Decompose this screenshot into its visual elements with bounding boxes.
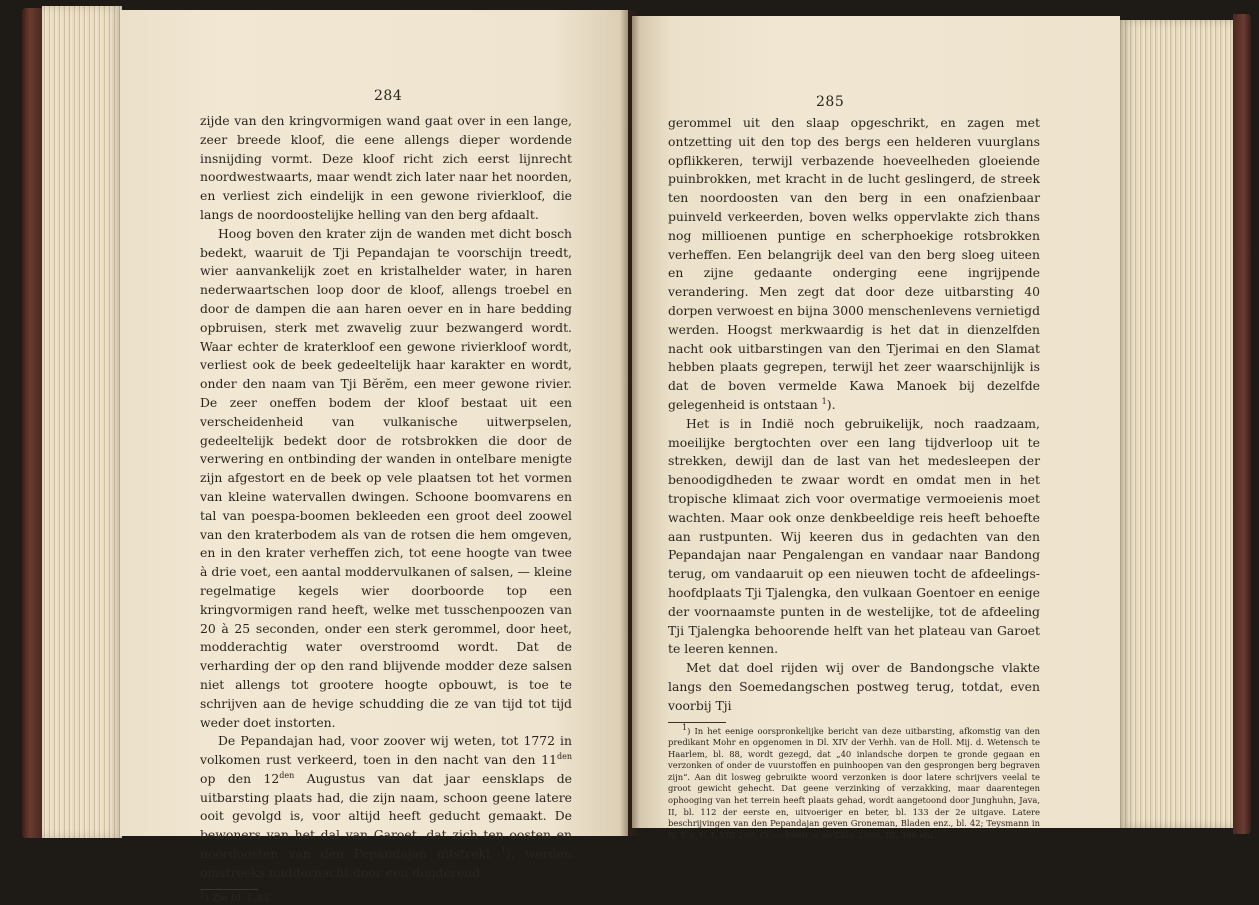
page-edges-left <box>42 6 122 838</box>
footnote <box>200 889 572 905</box>
body-text <box>200 112 572 905</box>
paragraph-text: De Pepandajan had, voor zoover wij weten, tot 1772 in volkomen rust verkeerd, toen in den nacht van den 11 <box>200 733 572 768</box>
paragraph: Hoog boven den krater zijn de wanden met dicht bosch bedekt, waaruit de Tji Pepandajan te voorschijn treedt, wier aanvankelijk zoet en kristalhelder water, in haren nederwaartschen loop door de kloof, allengs troebel en door de dampen die aan haren oever en in hare bedding opbruisen, sterk met zwavelig zuur bezwangerd wordt. Waar echter de kraterkloof een gewone rivierkloof wordt, verliest ook de beek gedeeltelijk haar karakter en wordt, onder den naam van Tji Bĕrĕm, een meer gewone rivier. De zeer oneffen bodem der kloof bestaat uit een verscheidenheid van vulkanische uitwerpselen, gedeeltelijk bedekt door de rotsbrokken die door de verwering en ontbinding der wanden in ontelbare menigte zijn afgestort en de beek op vele plaatsen tot het vormen van kleine watervallen dwingen. Schoone boomvarens en tal van poespa-boomen bekleeden een groot deel zoowel van den kraterbodem als van de rotsen die hem omgeven, en in den krater verheffen zich, tot eene hoogte van twee à drie voet, een aantal moddervulkanen of salsen, — kleine regelmatige kegels wier doorboorde top een kringvormigen rand heeft, welke met tusschenpoozen van 20 à 25 seconden, onder een sterk gerommel, door heet, modderachtig water overstroomd wordt. Dat de verharding der op den rand blijvende modder deze salsen niet allengs tot grootere hoogte opbouwt, is toe te schrijven aan de hevige schudding die ze van tijd tot tijd weder doet instorten. <box>200 225 572 730</box>
superscript: den <box>556 751 572 761</box>
book-cover-right <box>1233 14 1251 834</box>
superscript: den <box>279 770 295 780</box>
book-gutter <box>620 10 640 836</box>
paragraph-text: gerommel uit den slaap opgeschrikt, en zagen met ontzetting uit den top des bergs een helderen vuurglans opflikkeren, terwijl verbazende hoeveelheden gloeiende puinbrokken, met kracht in de lucht geslingerd, de streek ten noordoosten van den berg in een onafzienbaar puinveld verkeerden, boven welks oppervlakte zich thans nog millioenen puntige en scherphoekige rotsbrokken verheffen. Een belangrijk deel van den berg sloeg uiteen en zijne gedaante onderging eene ingrijpende verandering. Men zegt dat door deze uitbarsting 40 dorpen verwoest en bijna 3000 menschenlevens vernietigd werden. Hoogst merkwaardig is het dat in dienzelfden nacht ook uitbarstingen van den Tjerimai en den Slamat hebben plaats gegrepen, terwijl het zeer waarschijnlijk is dat de boven vermelde Kawa Manoek bij dezelfde gelegenheid is ontstaan <box>668 115 1040 412</box>
paragraph: Het is in Indië noch gebruikelijk, noch raadzaam, moeilijke bergtochten over een lang tijdverloop uit te strekken, dewijl dan de last van het medesleepen der benoodigdheden te zwaar wordt en omdat men in het tropische klimaat zich voor overmatige vermoeienis moet wachten. Maar ook onze denkbeeldige reis heeft behoefte aan rustpunten. Wij keeren dus in gedachten van den Pepandajan naar Pengalengan en vandaar naar Bandong terug, om vandaaruit op een nieuwen tocht de afdeelings-hoofdplaats Tji Tjalengka, den vulkaan Goentoer en eenige der voornaamste punten in de westelijke, tot de afdeeling Tji Tjalengka behoorende helft van het plateau van Garoet te leeren kennen. <box>668 415 1040 657</box>
left-page <box>120 10 628 904</box>
footnote-text: ) Zie Dl. I. 84. <box>205 892 273 904</box>
paragraph <box>668 114 1040 415</box>
footnote-marker: 1 <box>200 889 206 899</box>
paragraph-text: ). <box>826 396 836 412</box>
paragraph-text: op den 12 <box>200 770 280 786</box>
footnote-rule <box>200 889 258 890</box>
footnote-text: ) In het eenige oorspronkelijke bericht van deze uitbarsting, afkomstig van den predikant Mohr en opgenomen in Dl. XIV der Verhh. van de Holl. Mij. d. Wetensch te Haarlem, bl. 88, wordt gezegd, dat „40 inlandsche dorpen te gronde gegaan en verzonken of onder de vuurstoffen en puinhoopen van den gesprongen berg begraven zijn“. Aan dit losweg gebruikte woord verzonken is door latere schrijvers veelal te groot gewicht gehecht. Dat geene verzinking of verzakking, maar daarentegen ophooging van het terrein heeft plaats gehad, wordt aangetoond door Junghuhn, Java, II, bl. 112 der eerste en, uitvoeriger en beter, bl. 133 der 2e uitgave. Latere beschrijvingen van den Pepandajan geven Groneman, Bladen enz., bl. 42; Teysmann in N. T. v. N. I. VIII 209; Croockewit in de Gids, 1866, III, 308 enz. <box>668 725 1040 840</box>
paragraph-text: Augustus van dat jaar eensklaps de uitbarsting plaats had, die zijn naam, schoon geene latere ooit gevolgd is, voor altijd heeft geducht gemaakt. De bewoners van het dal van Garoet, dat zich ten oosten en noordoosten van den Pepandajan uitstrekt <box>200 770 572 862</box>
footnote <box>668 722 1040 842</box>
right-page <box>632 16 1120 840</box>
footnote-ref: 1 <box>501 845 507 855</box>
book-cover-left <box>22 8 42 838</box>
paragraph: Met dat doel rijden wij over de Bandongsche vlakte langs den Soemedangschen postweg terug, totdat, even voorbij Tji <box>668 660 1040 713</box>
paragraph-text: ), werden omstreeks middernacht door een donderend <box>200 846 572 880</box>
footnote-rule <box>668 722 726 723</box>
footnote-ref: 1 <box>821 396 827 406</box>
body-text <box>668 114 1040 841</box>
paragraph: zijde van den kringvormigen wand gaat over in een lange, zeer breede kloof, die eene allengs dieper wordende insnijding vormt. Deze kloof richt zich eerst lijnrecht noordwestwaarts, maar wendt zich later naar het noorden, en verliest zich eindelijk in een gewone rivierkloof, die langs de noordoostelijke helling van den berg afdaalt. <box>200 113 572 222</box>
page-number: 284 <box>374 88 403 104</box>
page-number: 285 <box>816 94 845 110</box>
footnote-marker: 1 <box>682 722 688 732</box>
paragraph <box>200 732 572 882</box>
page-edges-right <box>1118 20 1233 828</box>
